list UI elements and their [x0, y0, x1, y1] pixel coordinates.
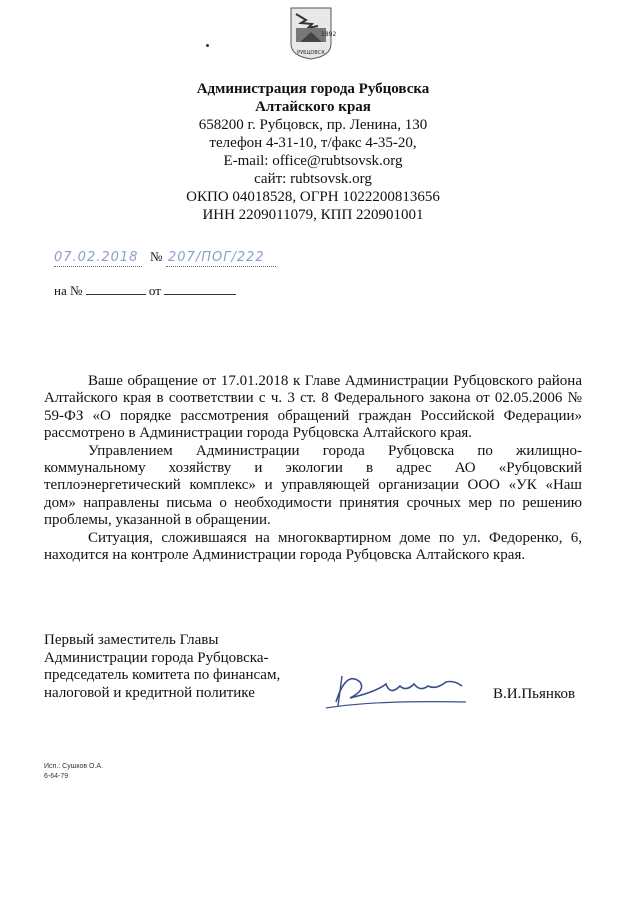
paragraph-3: Ситуация, сложившаяся на многоквартирном доме по ул. Федоренко, 6, находится на контроле Администрации города Рубцовска Алтайского края.	[44, 529, 582, 564]
registration-number: 207/ПОГ/222	[168, 250, 265, 265]
executor-name: Исп.: Сушков О.А.	[44, 763, 104, 770]
executor-phone: 6-64-79	[44, 773, 69, 780]
ref-number-blank	[86, 282, 146, 295]
city-emblem-icon	[288, 6, 337, 60]
org-inn: ИНН 2209011079, КПП 220901001	[202, 207, 424, 223]
scan-dot	[206, 44, 209, 47]
signatory-line3: председатель комитета по финансам,	[44, 667, 281, 684]
org-email: E-mail: office@rubtsovsk.org	[223, 153, 403, 169]
ref-date-blank	[164, 282, 236, 295]
signatory-name: В.И.Пьянков	[493, 686, 576, 702]
signatory-position	[44, 632, 280, 702]
registration-date: 07.02.2018	[54, 250, 139, 265]
letter-body	[44, 373, 582, 564]
reference-line	[54, 282, 236, 299]
executor-info	[44, 762, 103, 782]
ref-from-label: от	[148, 283, 161, 298]
org-title-line2: Алтайского края	[255, 99, 371, 115]
number-underline	[166, 266, 276, 267]
org-address: 658200 г. Рубцовск, пр. Ленина, 130	[198, 117, 428, 133]
date-underline	[54, 266, 142, 267]
org-phone: телефон 4-31-10, т/факс 4-35-20,	[209, 135, 417, 151]
org-site: сайт: rubtsovsk.org	[254, 171, 372, 187]
signatory-line1: Первый заместитель Главы	[44, 632, 219, 648]
org-title-line1: Администрация города Рубцовска	[196, 81, 430, 97]
org-okpo: ОКПО 04018528, ОГРН 1022200813656	[186, 189, 440, 205]
emblem-caption: РУБЦОВСК	[297, 50, 325, 56]
letterhead	[0, 80, 626, 224]
handwritten-signature-icon	[316, 662, 476, 718]
paragraph-1: Ваше обращение от 17.01.2018 к Главе Администрации Рубцовского района Алтайского края в соответствии с ч. 3 ст. 8 Федерального закона от 02.05.2006 № 59-ФЗ «О порядке рассмотрения обращений граждан Российской Федерации» рассмотрено в Администрации города Рубцовска Алтайского края.	[44, 373, 582, 442]
signatory-line4: налоговой и кредитной политике	[44, 684, 255, 701]
ref-prefix: на №	[54, 283, 83, 298]
paragraph-2: Управлением Администрации города Рубцовска по жилищно-коммунальному хозяйству и экологии в адрес АО «Рубцовский теплоэнергетический комплекс» и управляющей организации ООО «УК «Наш дом» направлены письма о необходимости принятия срочных мер по решению проблемы, указанной в обращении.	[44, 442, 582, 529]
emblem-year: 1892	[321, 31, 337, 38]
registration-number-prefix: №	[150, 249, 163, 264]
signatory-line2: Администрации города Рубцовска-	[44, 649, 269, 666]
